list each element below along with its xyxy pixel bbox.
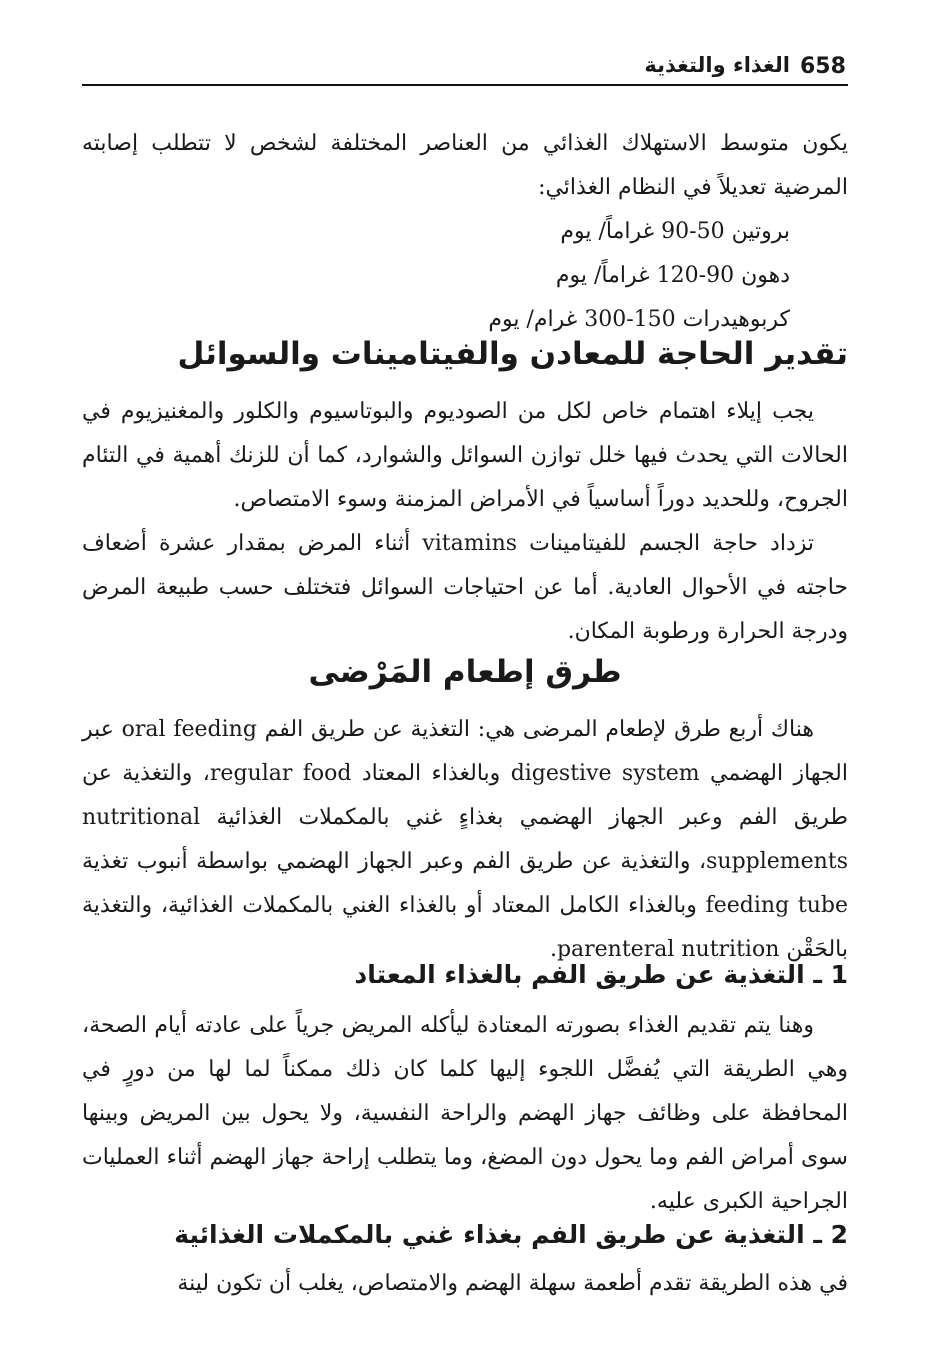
subsection-heading-1: 1 ـ التغذية عن طريق الفم بالغذاء المعتاد [354, 960, 848, 989]
page-header [82, 48, 848, 86]
intake-protein: بروتين 50-90 غراماً/ يوم [560, 219, 790, 244]
feeding-block [82, 708, 848, 972]
subsection-2-block [82, 1262, 848, 1306]
subsection-2-paragraph: في هذه الطريقة تقدم أطعمة سهلة الهضم والامتصاص، يغلب أن تكون لينة [177, 1271, 848, 1296]
intake-carbohydrates: كربوهيدرات 150-300 غرام/ يوم [488, 307, 790, 332]
running-title: الغذاء والتغذية [644, 53, 790, 77]
subsection-1-paragraph: وهنا يتم تقديم الغذاء بصورته المعتادة ليأكله المريض جرياً على عادته أيام الصحة، وهي الطريقة التي يُفضَّل اللجوء إليها كلما كان ذلك ممكناً لما لها من دورٍ في المحافظة على وظائف جهاز الهضم والراحة النفسية، ولا يحول بين المريض وبينها سوى أمراض الفم وما يحول دون المضغ، وما يتطلب إراحة جهاز الهضم أثناء العمليات الجراحية الكبرى عليه. [82, 1013, 848, 1214]
intro-paragraph: يكون متوسط الاستهلاك الغذائي من العناصر المختلفة لشخص لا تتطلب إصابته المرضية تعديلاً في النظام الغذائي: [82, 131, 848, 200]
intake-fats: دهون 90-120 غراماً/ يوم [555, 263, 790, 288]
minerals-paragraph-2: تزداد حاجة الجسم للفيتامينات vitamins أثناء المرض بمقدار عشرة أضعاف حاجته في الأحوال العادية. أما عن احتياجات السوائل فتختلف حسب طبيعة المرض ودرجة الحرارة ورطوبة المكان. [82, 531, 848, 644]
subsection-heading-2: 2 ـ التغذية عن طريق الفم بغذاء غني بالمكملات الغذائية [174, 1220, 848, 1249]
minerals-paragraph-1: يجب إيلاء اهتمام خاص لكل من الصوديوم والبوتاسيوم والكلور والمغنيزيوم في الحالات التي يحدث فيها خلل توازن السوائل والشوارد، كما أن للزنك أهمية في التئام الجروح، وللحديد دوراً أساسياً في الأمراض المزمنة وسوء الامتصاص. [82, 399, 848, 512]
section-heading-minerals: تقدير الحاجة للمعادن والفيتامينات والسوائل [177, 336, 848, 372]
section-heading-feeding: طرق إطعام المَرْضى [308, 654, 622, 690]
subsection-1-block [82, 1004, 848, 1224]
page-number: 658 [800, 54, 846, 79]
book-page [82, 40, 848, 1350]
intro-block [82, 122, 848, 342]
feeding-paragraph: هناك أربع طرق لإطعام المرضى هي: التغذية عن طريق الفم oral feeding عبر الجهاز الهضمي digestive system وبالغذاء المعتاد regular food، والتغذية عن طريق الفم وعبر الجهاز الهضمي بغذاءٍ غني بالمكملات الغذائية nutritional supplements، والتغذية عن طريق الفم وعبر الجهاز الهضمي بواسطة أنبوب تغذية feeding tube وبالغذاء الكامل المعتاد أو بالغذاء الغني بالمكملات الغذائية، والتغذية بالحَقْن parenteral nutrition. [82, 717, 848, 962]
minerals-block [82, 390, 848, 654]
